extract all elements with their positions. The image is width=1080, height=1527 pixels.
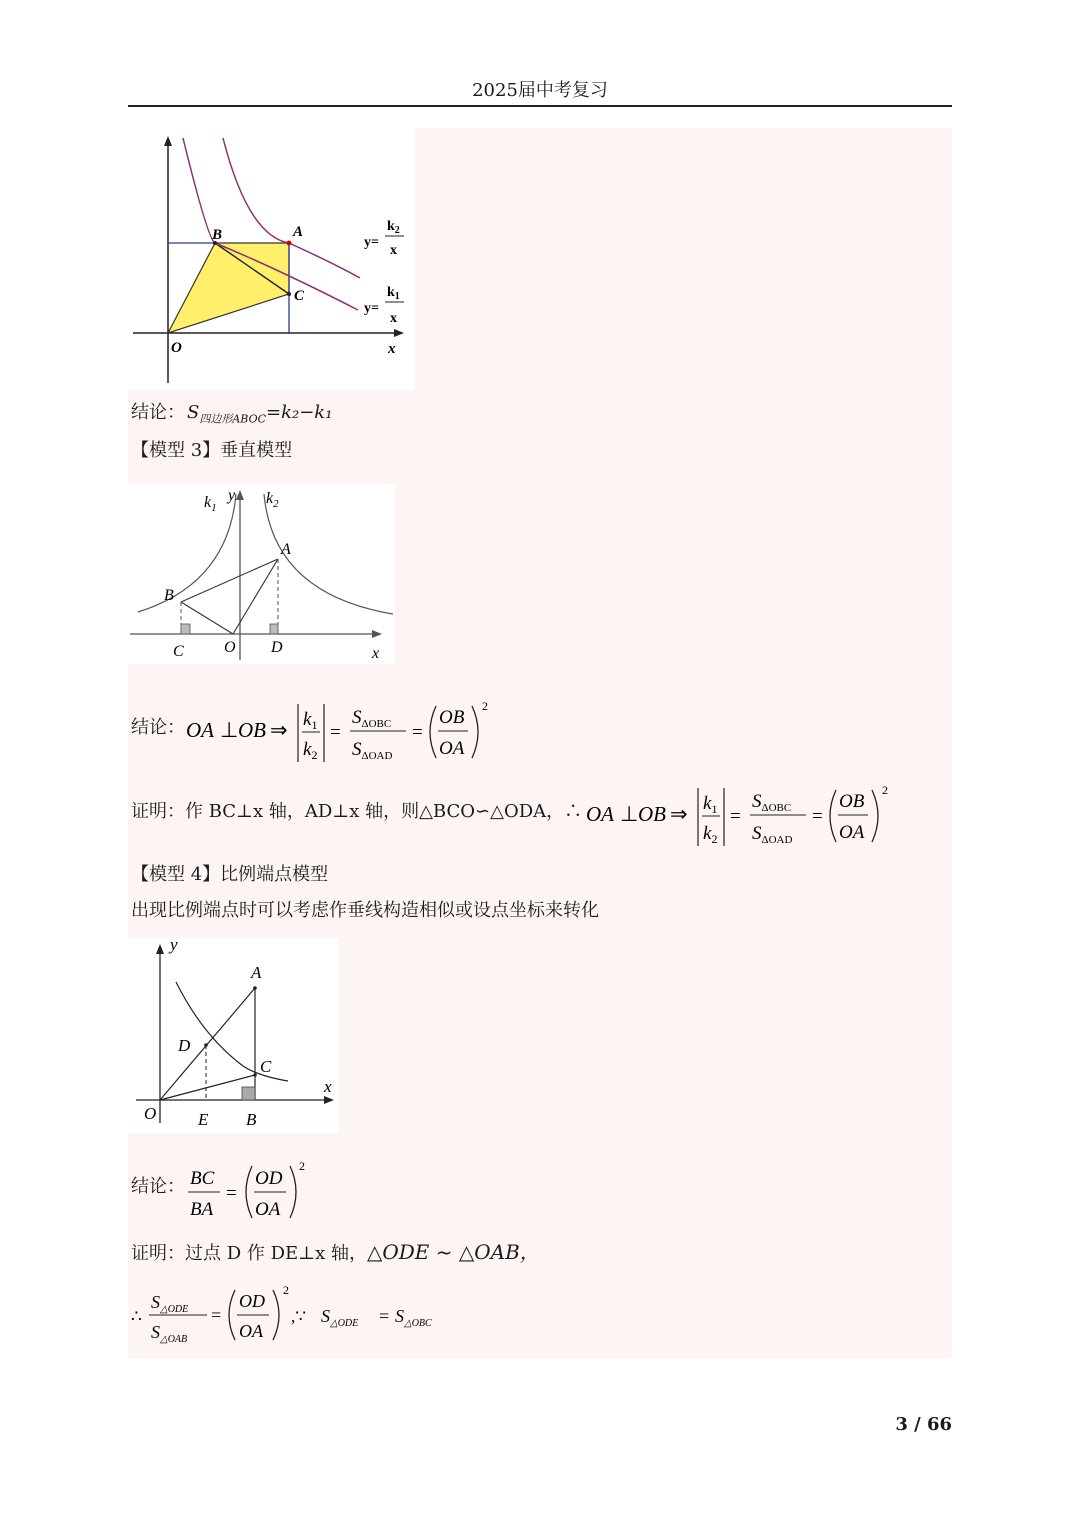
fig1-label-o: O	[171, 340, 182, 356]
svg-text:=: =	[412, 722, 423, 743]
fig3-label-b: B	[164, 587, 174, 604]
model-4-conclusion-formula	[186, 1156, 316, 1230]
conclusion-1-prefix: 结论：	[131, 402, 185, 423]
svg-text:x: x	[390, 243, 397, 258]
conclusion-1-rhs: =k₂−k₁	[266, 402, 333, 423]
fig1-label-b: B	[212, 227, 223, 243]
conclusion-1	[131, 402, 332, 426]
svg-text:⇒: ⇒	[670, 802, 688, 826]
svg-text:SΔOBC: $S_{\Delta OBC}$	[352, 707, 392, 730]
fig4-label-o: O	[144, 1104, 157, 1123]
model-4-final-svg	[131, 1282, 461, 1348]
svg-text:OB: OB	[238, 718, 266, 742]
fig4-label-c: C	[260, 1057, 272, 1076]
svg-text:OD: OD	[239, 1291, 265, 1311]
svg-text:S△OBC: $S_{\triangle OBC}$	[395, 1306, 432, 1329]
fig3-label-o: O	[224, 639, 236, 656]
svg-text:OA: OA	[255, 1199, 281, 1220]
svg-text:OA: OA	[186, 718, 214, 742]
fig3-label-c: C	[173, 643, 184, 660]
svg-text:y=: y=	[364, 301, 379, 316]
page-header: 2025届中考复习	[472, 80, 608, 101]
fig4-label-a: A	[251, 963, 262, 982]
model-4-final-formula	[131, 1282, 461, 1352]
svg-text:2: 2	[482, 699, 488, 713]
svg-text:OA: OA	[439, 738, 465, 759]
header-rule	[128, 105, 952, 107]
svg-text:OA: OA	[839, 822, 865, 843]
svg-text:=: =	[330, 722, 341, 743]
svg-text:OD: OD	[255, 1168, 283, 1189]
svg-text:OA: OA	[586, 802, 614, 826]
figure-aboc-quadrilateral	[128, 128, 415, 390]
fig3-label-k2: $k_2$	[266, 490, 279, 510]
fig3-label-x: x	[372, 645, 380, 662]
svg-text:S△ODE: $S_{\triangle ODE}$	[151, 1292, 189, 1315]
fig1-curve-label-k1	[364, 285, 404, 326]
svg-text:SΔOAD: $S_{\Delta OAD}$	[352, 739, 393, 762]
model-4-proof	[131, 1240, 540, 1265]
model-4-conclusion-prefix: 结论：	[131, 1176, 185, 1197]
model-4-heading: 【模型 4】比例端点模型	[131, 864, 329, 885]
model-4-proof-similar: △ODE ~ △OAB，	[366, 1240, 540, 1264]
svg-text:⊥: ⊥	[620, 802, 639, 826]
svg-text:y=: y=	[364, 235, 379, 250]
svg-text:k1: $k_1$	[303, 709, 318, 732]
svg-text:=: =	[379, 1306, 390, 1326]
svg-text:k2: $k_2$	[703, 823, 718, 846]
svg-text:=: =	[211, 1305, 222, 1325]
figure-ratio-endpoint-model	[128, 938, 339, 1133]
figure-perpendicular-model	[128, 484, 395, 664]
svg-text:BA: BA	[190, 1199, 214, 1220]
svg-text:S△OAB: $S_{\triangle OAB}$	[151, 1322, 188, 1345]
svg-text:∴: ∴	[131, 1307, 142, 1326]
svg-text:2: 2	[283, 1283, 289, 1297]
fig1-label-a: A	[293, 224, 304, 240]
svg-text:=: =	[812, 806, 823, 827]
model-3-conclusion-formula	[186, 696, 516, 772]
svg-text:2: 2	[299, 1159, 305, 1173]
model-4-proof-prefix: 证明：过点 D 作 DE⊥x 轴，	[131, 1243, 367, 1264]
fig3-label-a: A	[281, 541, 291, 558]
conclusion-1-s: S	[187, 402, 200, 423]
model-3-heading: 【模型 3】垂直模型	[131, 440, 293, 461]
svg-text:OB: OB	[839, 791, 865, 812]
fig4-label-y: y	[170, 938, 178, 954]
page-number: 3 / 66	[895, 1414, 952, 1435]
svg-text:SΔOAD: $S_{\Delta OAD}$	[752, 823, 793, 846]
svg-text:⊥: ⊥	[220, 718, 239, 742]
model-4-description: 出现比例端点时可以考虑作垂线构造相似或设点坐标来转化	[131, 900, 599, 921]
fig4-label-b: B	[246, 1110, 257, 1129]
svg-text:x: x	[390, 311, 397, 326]
conclusion-1-subscript: 四边形ABOC	[199, 412, 267, 426]
svg-text:,∵: ,∵	[291, 1307, 307, 1326]
figure-model3-svg	[128, 484, 395, 664]
fig4-label-x: x	[324, 1077, 332, 1096]
svg-text:OA: OA	[239, 1321, 263, 1341]
fig3-label-k1: $k_1$	[204, 494, 217, 514]
svg-text:k2: $k_2$	[387, 219, 400, 236]
model-3-conclusion-svg	[186, 696, 516, 768]
fig3-label-d: D	[271, 639, 283, 656]
fig4-label-d: D	[178, 1036, 191, 1055]
svg-text:=: =	[226, 1183, 237, 1204]
model-4-conclusion-svg	[186, 1156, 316, 1226]
svg-text:=: =	[730, 806, 741, 827]
figure-model4-svg	[128, 938, 339, 1133]
svg-text:2: 2	[882, 783, 888, 797]
svg-text:OB: OB	[638, 802, 666, 826]
fig1-curve-label-k2	[364, 219, 404, 258]
fig1-axis-x: x	[388, 341, 396, 357]
svg-text:⇒: ⇒	[270, 718, 288, 742]
svg-text:k1: $k_1$	[387, 285, 400, 302]
fig3-label-y: y	[228, 487, 236, 504]
svg-text:BC: BC	[190, 1168, 215, 1189]
model-3-conclusion-prefix: 结论：	[131, 717, 185, 738]
model-3-proof-formula	[586, 780, 916, 856]
svg-text:S△ODE: $S_{\triangle ODE}$	[321, 1306, 359, 1329]
fig4-label-e: E	[198, 1110, 209, 1129]
fig1-label-c: C	[294, 288, 305, 304]
svg-text:OB: OB	[439, 707, 465, 728]
figure-aboc-svg	[128, 128, 415, 390]
model-3-proof-svg	[586, 780, 916, 852]
svg-text:SΔOBC: $S_{\Delta OBC}$	[752, 791, 792, 814]
svg-text:k1: $k_1$	[703, 793, 718, 816]
model-3-proof-prefix: 证明：作 BC⊥x 轴，AD⊥x 轴，则△BCO∽△ODA，∴	[131, 801, 583, 822]
svg-text:k2: $k_2$	[303, 739, 318, 762]
